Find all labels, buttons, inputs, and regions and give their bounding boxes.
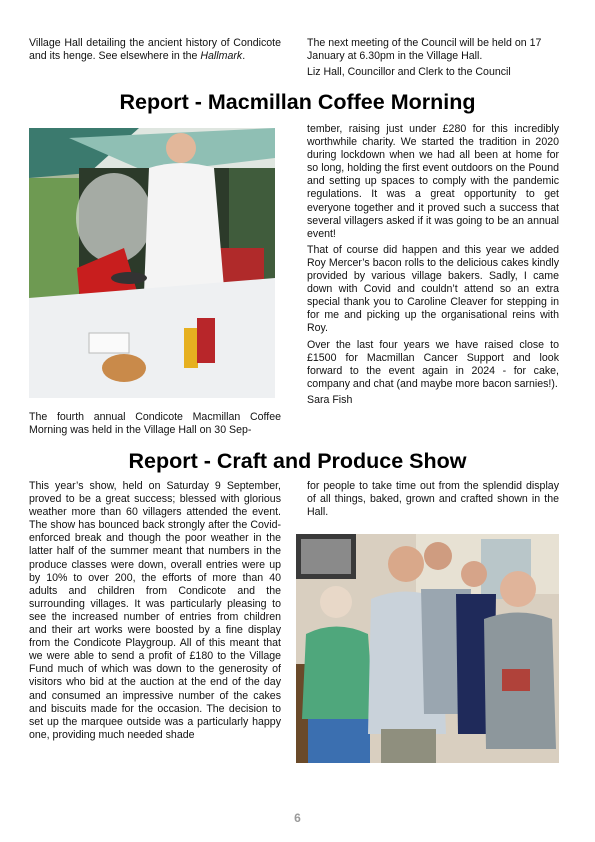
coffee-left-caption-column (29, 411, 281, 440)
craft-paragraph-1: This year’s show, held on Saturday 9 September, proved to be a great success; blessed with glorious weather more than 60 villagers attended the event. The show has bounced back strongly after the Covid-enforced break and though the poor weather in the latter half of the summer meant that numbers in the produce classes were down, overall entries were up by 10% to over 200, the efforts of more than 40 adults and children from Condicote and the surrounding villages. It was particularly pleasing to see the increased number of entries from children and their art works were boosted by a fine display from the Condicote Playgroup. All of this meant that we were able to send a profit of £180 to the Village Fund much of which was down to the generosity of visitors who bid at the auction at the end of the day and consumed an impressive number of the cakes and biscuits made for the occasion. The decision to set up the marquee outside was a particularly happy one, providing much needed shade (29, 480, 281, 741)
page-number: 6 (294, 811, 301, 825)
coffee-paragraph-3: Over the last four years we have raised close to £1500 for Macmillan Cancer Support and look forward to the event again in 2024 - for cake, company and chat (and maybe more bacon sarnies!). (307, 338, 559, 390)
council-signature: Liz Hall, Councillor and Clerk to the Council (307, 66, 511, 79)
craft-left-column (29, 480, 281, 745)
coffee-signature: Sara Fish (307, 393, 353, 406)
chef-cooking-image (29, 128, 275, 398)
coffee-paragraph-1: tember, raising just under £280 for this incredibly worthwhile charity. We started the tradition in 2020 during lockdown when we had all been at home for so long, holding the first event outdoors on the Pound and setting up spaces to comply with the pandemic regulations. It was a great opportunity to get everyone together and it proved such a success that several villagers asked if it was going to be an annual event! (307, 123, 559, 240)
coffee-paragraph-2: That of course did happen and this year we added Roy Mercer’s bacon rolls to the delicious cakes kindly provided by various village bakers. Sadly, I came down with Covid and couldn’t attend so an extra special thank you to Caroline Cleaver for stepping in for me and picking up the organisational reins with Roy. (307, 243, 559, 335)
coffee-morning-heading: Report - Macmillan Coffee Morning (119, 90, 476, 114)
coffee-caption-text: The fourth annual Condicote Macmillan Coffee Morning was held in the Village Hall on 30 Sep- (29, 411, 281, 437)
hallmark-title: Hallmark (200, 50, 243, 63)
coffee-morning-photo (29, 128, 275, 398)
council-meeting-text: The next meeting of the Council will be held on 17 January at 6.30pm in the Village Hall. (307, 37, 542, 63)
top-right-column (307, 37, 559, 82)
top-left-column (29, 37, 281, 66)
craft-paragraph-2: for people to take time out from the splendid display of all things, baked, grown and crafted shown in the Hall. (307, 480, 559, 519)
top-left-paragraph: Village Hall detailing the ancient history of Condicote and its henge. See elsewhere in the Hallmark. (29, 37, 281, 63)
craft-show-heading: Report - Craft and Produce Show (128, 449, 467, 473)
craft-show-photo (296, 534, 559, 763)
coffee-right-column (307, 123, 559, 410)
craft-right-column (307, 480, 559, 522)
villagers-group-image (296, 534, 559, 763)
